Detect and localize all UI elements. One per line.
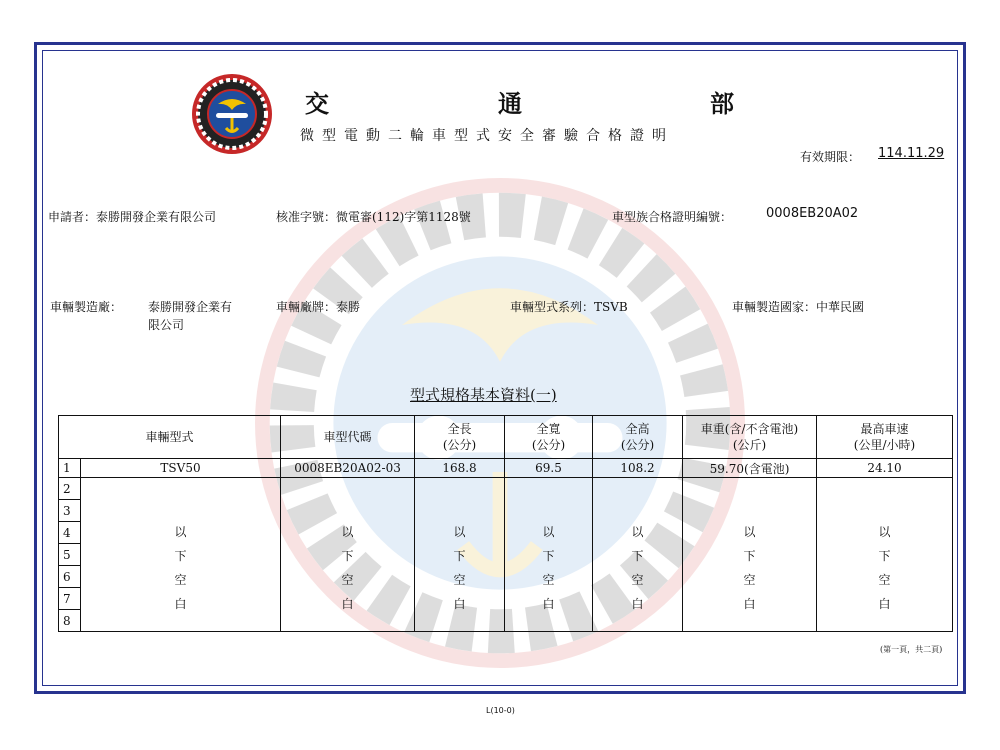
manufacturer-name-line2: 限公司 (148, 318, 185, 332)
spec-table (58, 415, 953, 632)
blank-marker: 以 下 空 白 (505, 478, 593, 632)
cell-model: TSV50 (81, 459, 281, 478)
title-char-3: 部 (710, 89, 734, 118)
row-number: 3 (59, 500, 81, 522)
cert-number-label: 車型族合格證明編號： (612, 210, 733, 224)
row-number: 2 (59, 478, 81, 500)
header-height: 全高 (公分) (593, 416, 683, 459)
manufacturer-label: 車輛製造廠： (50, 300, 123, 314)
cell-length: 168.8 (415, 459, 505, 478)
row-number: 8 (59, 610, 81, 632)
manufacturing-country: 車輛製造國家：中華民國 (732, 300, 865, 314)
manufacturer-name-line1: 泰勝開發企業有 (148, 300, 233, 314)
blank-marker: 以 下 空 白 (415, 478, 505, 632)
cell-speed: 24.10 (817, 459, 953, 478)
table-header-row (59, 416, 953, 459)
validity-label: 有效期限： (800, 150, 861, 164)
vehicle-series: 車輛型式系列：TSVB (510, 300, 628, 314)
cell-height: 108.2 (593, 459, 683, 478)
page-indicator: (第一頁，共二頁) (880, 645, 943, 654)
table-row (59, 478, 953, 500)
applicant: 申請者：泰勝開發企業有限公司 (48, 210, 217, 224)
row-number: 6 (59, 566, 81, 588)
table-row (59, 459, 953, 478)
header-weight: 車重(含/不含電池) (公斤) (683, 416, 817, 459)
cert-number-value: 0008EB20A02 (766, 206, 859, 221)
row-number: 7 (59, 588, 81, 610)
row-number: 5 (59, 544, 81, 566)
header-model: 車輛型式 (59, 416, 281, 459)
validity-date: 114.11.29 (878, 146, 945, 161)
certificate-subtitle: 微型電動二輪車型式安全審驗合格證明 (300, 128, 674, 144)
ministry-seal-logo (190, 72, 274, 156)
blank-marker: 以 下 空 白 (593, 478, 683, 632)
cell-weight: 59.70(含電池) (683, 459, 817, 478)
header-width: 全寬 (公分) (505, 416, 593, 459)
blank-marker: 以 下 空 白 (683, 478, 817, 632)
footer-code: L(10-0) (486, 706, 515, 715)
blank-marker: 以 下 空 白 (81, 478, 281, 632)
header-length: 全長 (公分) (415, 416, 505, 459)
spec-section-title: 型式規格基本資料(一) (410, 386, 557, 404)
row-number: 4 (59, 522, 81, 544)
blank-marker: 以 下 空 白 (281, 478, 415, 632)
row-number: 1 (59, 459, 81, 478)
vehicle-brand: 車輛廠牌：泰勝 (276, 300, 361, 314)
title-char-2: 通 (498, 89, 522, 118)
approval-number: 核准字號：微電審(112)字第1128號 (276, 210, 471, 224)
header-speed: 最高車速 (公里/小時) (817, 416, 953, 459)
blank-marker: 以 下 空 白 (817, 478, 953, 632)
cell-width: 69.5 (505, 459, 593, 478)
title-char-1: 交 (305, 89, 329, 118)
header-code: 車型代碼 (281, 416, 415, 459)
cell-code: 0008EB20A02-03 (281, 459, 415, 478)
